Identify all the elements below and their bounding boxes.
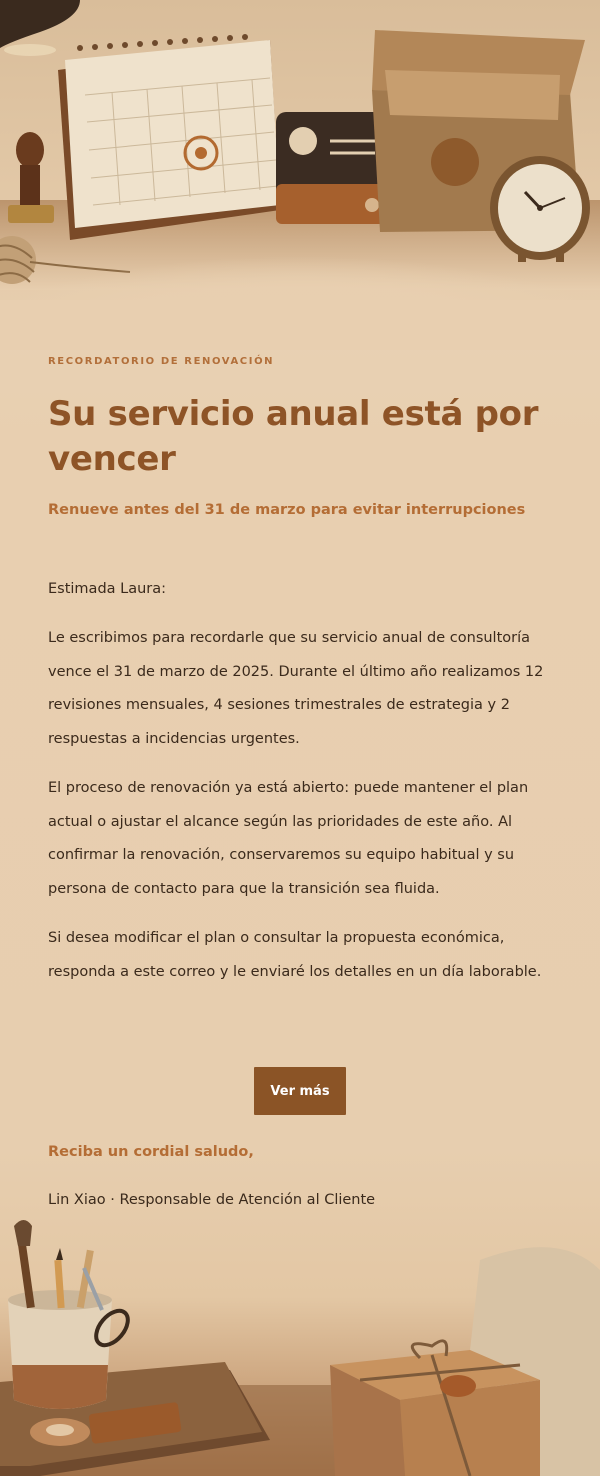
- subheadline: Renueve antes del 31 de marzo para evitar interrupciones: [48, 502, 526, 518]
- eyebrow-label: RECORDATORIO DE RENOVACIÓN: [48, 356, 275, 367]
- body-paragraph: Si desea modificar el plan o consultar la propuesta económica, responda a este correo y le enviaré los detalles en un día laborable.: [48, 930, 542, 980]
- greeting: Estimada Laura:: [48, 581, 167, 597]
- desk-calendar-clock-box-illustration: [0, 0, 600, 350]
- body-paragraph: Le escribimos para recordarle que su servicio anual de consultoría vence el 31 de marzo de 2025. Durante el último año realizamos 12 revisiones mensuales, 4 sesiones trimestrales de estrategia y 2 respuestas a incidencias urgentes.: [48, 630, 544, 747]
- body-paragraph: El proceso de renovación ya está abierto: puede mantener el plan actual o ajustar el alcance según las prioridades de este año. Al confirmar la renovación, conservaremos su equipo habitual y su persona de contacto para que la transición sea fluida.: [48, 780, 529, 897]
- headline: Su servicio anual está por vencer: [48, 394, 539, 479]
- header-illustration: [0, 0, 600, 350]
- signoff: Reciba un cordial saludo,: [48, 1144, 254, 1160]
- signature: Lin Xiao · Responsable de Atención al Cliente: [48, 1192, 376, 1208]
- view-more-button[interactable]: Ver más: [254, 1067, 346, 1115]
